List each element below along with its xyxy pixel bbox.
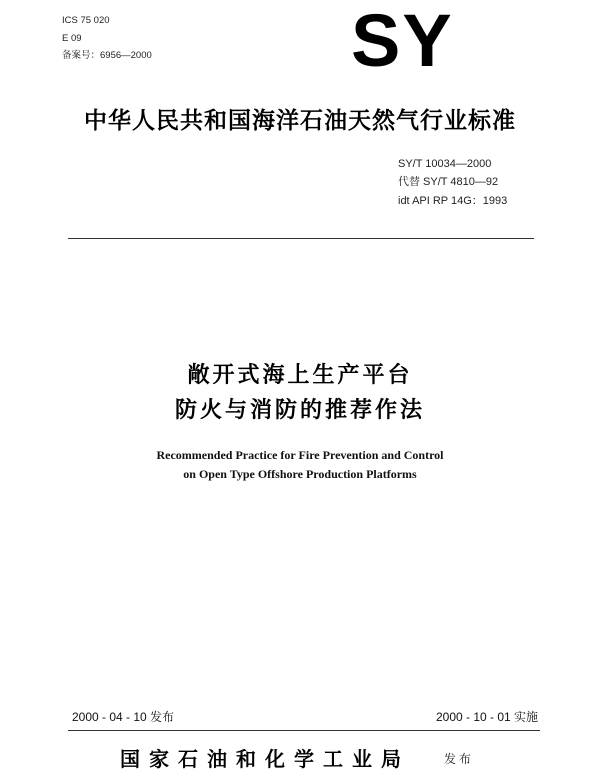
classification-code: E 09 (62, 33, 82, 44)
effective-date: 2000 - 10 - 01 实施 (436, 710, 539, 724)
replaces-standard: 代替 SY/T 4810—92 (398, 176, 499, 188)
english-title-line-2: on Open Type Offshore Production Platforms (183, 467, 417, 481)
issuing-authority: 国家石油和化学工业局 (120, 747, 410, 771)
header-divider (68, 238, 534, 239)
issue-date: 2000 - 04 - 10 发布 (72, 710, 175, 724)
document-title-line-2: 防火与消防的推荐作法 (174, 398, 425, 423)
industry-standard-title: 中华人民共和国海洋石油天然气行业标准 (84, 107, 516, 134)
issuer-action: 发布 (444, 752, 475, 766)
standard-number: SY/T 10034—2000 (398, 158, 492, 170)
footer-divider (68, 730, 540, 731)
english-title-line-1: Recommended Practice for Fire Prevention and Control (156, 448, 444, 462)
document-title-line-1: 敞开式海上生产平台 (187, 363, 413, 388)
identical-standard: idt API RP 14G：1993 (398, 195, 508, 207)
record-number: 备案号：6956—2000 (62, 50, 152, 61)
ics-code: ICS 75 020 (62, 15, 110, 26)
sy-logo: SY (351, 0, 454, 82)
